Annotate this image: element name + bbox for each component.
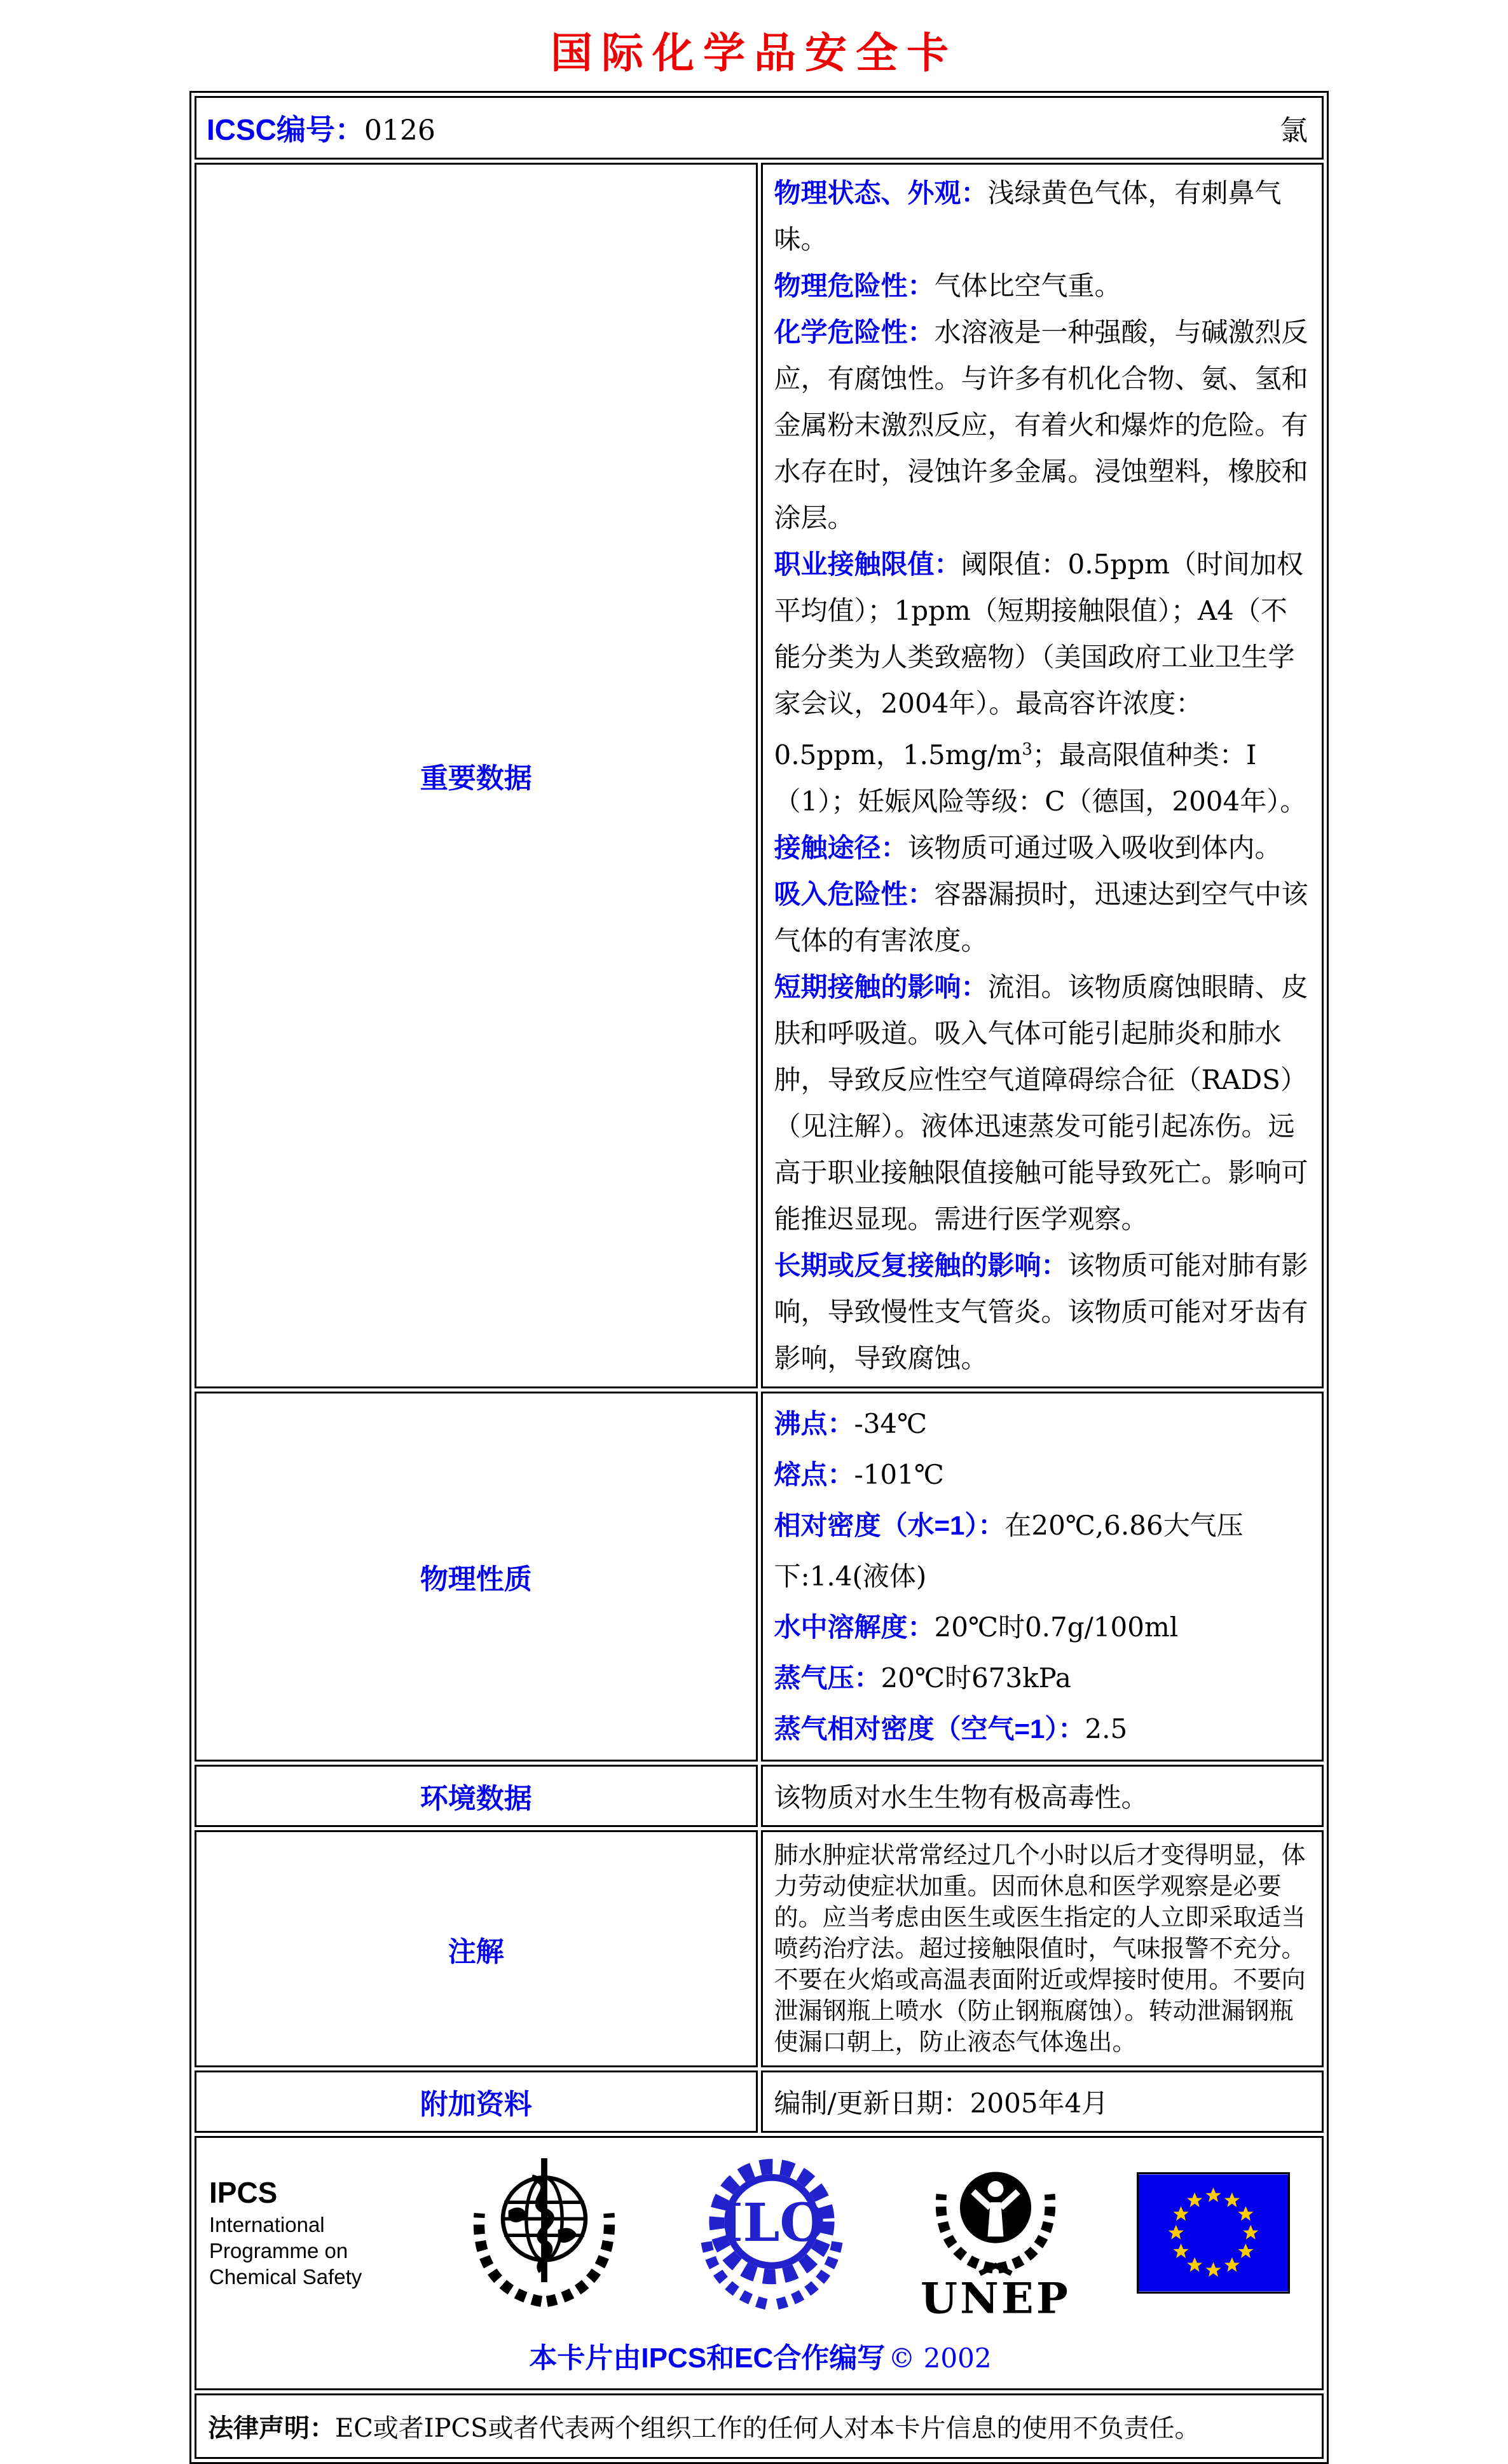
important-item: 物理危险性：气体比空气重。: [774, 270, 1121, 301]
physical-properties-row: [195, 1392, 1324, 1762]
row-label-important-data: 重要数据: [195, 163, 758, 1388]
important-item: 职业接触限值：阈限值：0.5ppm（时间加权平均值）；1ppm（短期接触限值）；A4（不能分类为人类致癌物）（美国政府工业卫生学家会议，2004年）。最高容许浓度：0.5ppm，$1.5mg/m^3$；最高限值种类：I（1）；妊娠风险等级：C（德国，2004年）。: [774, 549, 1307, 817]
icsc-number-label: ICSC编号：: [207, 113, 364, 146]
additional-info-row: [195, 2070, 1324, 2133]
header-row: [195, 96, 1324, 160]
copyright-text: © 2002: [888, 2343, 992, 2374]
important-data-row: [195, 163, 1324, 1388]
notes-row: [195, 1830, 1324, 2067]
ilo-logo-icon: [689, 2150, 854, 2315]
row-label-environmental-data: 环境数据: [195, 1765, 758, 1827]
icsc-card-page: [0, 19, 1508, 2443]
update-date-label: 编制/更新日期：: [774, 2088, 970, 2119]
legal-text: EC或者IPCS或者代表两个组织工作的任何人对本卡片信息的使用不负责任。: [335, 2414, 1200, 2443]
legal-label: 法律声明：: [208, 2414, 335, 2442]
important-item: 化学危险性：水溶液是一种强酸，与碱激烈反应，有腐蚀性。与许多有机化合物、氨、氢和金属粉末激烈反应，有着火和爆炸的危险。有水存在时，浸蚀许多金属。浸蚀塑料，橡胶和涂层。: [774, 317, 1308, 533]
row-label-physical-properties: 物理性质: [195, 1392, 758, 1762]
important-item: 物理状态、外观：浅绿黄色气体，有刺鼻气味。: [774, 177, 1282, 255]
physical-property: 蒸气相对密度（空气=1）：2.5: [774, 1713, 1128, 1744]
credit-text: 本卡片由IPCS和EC合作编写: [529, 2343, 886, 2374]
svg-text:UNEP: UNEP: [920, 2273, 1071, 2318]
environmental-data-text: 该物质对水生生物有极高毒性。: [761, 1765, 1324, 1827]
important-item: 接触途径：该物质可通过吸入吸收到体内。: [774, 832, 1282, 863]
credit-line: [205, 2335, 1315, 2376]
svg-text:ILO: ILO: [718, 2193, 825, 2254]
chemical-name: 氯: [1280, 114, 1308, 147]
physical-property: 熔点：-101℃: [774, 1459, 944, 1490]
legal-row: [195, 2393, 1324, 2459]
ipcs-acronym: IPCS: [209, 2176, 278, 2210]
row-label-notes: 注解: [195, 1830, 758, 2067]
physical-property: 相对密度（水=1）：在20℃,6.86大气压下:1.4(液体): [774, 1510, 1244, 1592]
physical-property: 水中溶解度：20℃时0.7g/100ml: [774, 1612, 1179, 1643]
icsc-card-table: [189, 91, 1329, 2464]
environmental-data-row: [195, 1765, 1324, 1827]
update-date-value: 2005年4月: [970, 2088, 1109, 2119]
page-title: 国际化学品安全卡: [551, 29, 957, 76]
row-label-additional-info: 附加资料: [195, 2070, 758, 2133]
physical-property: 蒸气压：20℃时673kPa: [774, 1662, 1071, 1694]
important-item: 短期接触的影响：流泪。该物质腐蚀眼睛、皮肤和呼吸道。吸入气体可能引起肺炎和肺水肿，导致反应性空气道障碍综合征（RADS）（见注解）。液体迅速蒸发可能引起冻伤。远高于职业接触限值接触可能导致死亡。影响可能推迟显现。需进行医学观察。: [774, 971, 1308, 1235]
physical-property: 沸点：-34℃: [774, 1408, 928, 1439]
unep-logo-icon: [916, 2147, 1075, 2318]
ipcs-text-block: IPCS International Programme on Chemical Safety: [209, 2175, 400, 2290]
logos-row: [195, 2136, 1324, 2390]
eu-flag-icon: [1137, 2172, 1290, 2294]
important-item: 长期或反复接触的影响：该物质可能对肺有影响，导致慢性支气管炎。该物质可能对牙齿有影响，导致腐蚀。: [774, 1250, 1308, 1374]
superscript-3: 3: [1022, 740, 1032, 759]
notes-text: 肺水肿症状常常经过几个小时以后才变得明显，体力劳动使症状加重。因而休息和医学观察是必要的。应当考虑由医生或医生指定的人立即采取适当喷药治疗法。超过接触限值时，气味报警不充分。不要在火焰或高温表面附近或焊接时使用。不要向泄漏钢瓶上喷水（防止钢瓶腐蚀）。转动泄漏钢瓶使漏口朝上，防止液态气体逸出。: [761, 1830, 1324, 2067]
icsc-number-value: 0126: [364, 114, 435, 147]
icsc-number-group: [207, 107, 435, 149]
who-logo-icon: [462, 2150, 627, 2315]
important-item: 吸入危险性：容器漏损时，迅速达到空气中该气体的有害浓度。: [774, 879, 1308, 956]
